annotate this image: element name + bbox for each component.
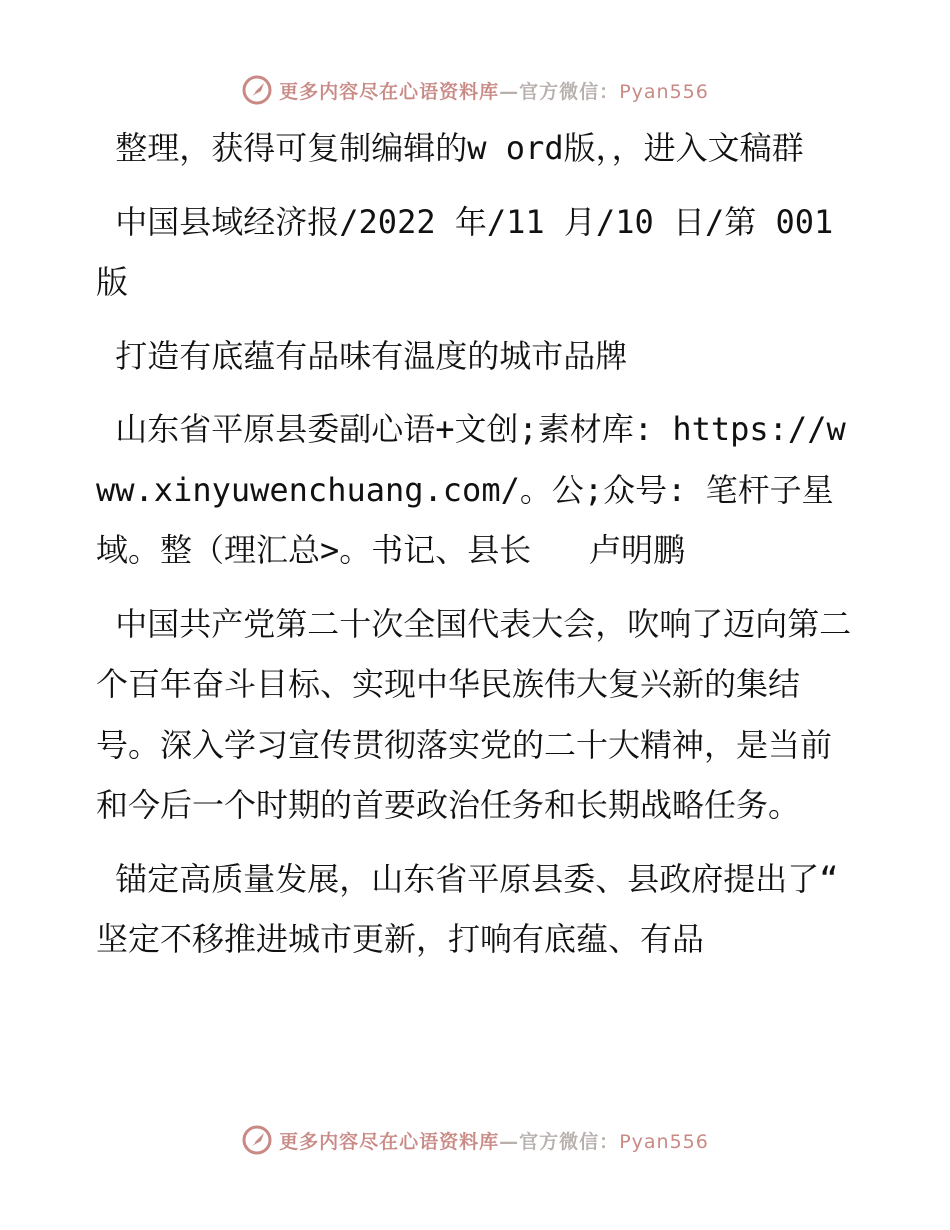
footer-banner-text: 更多内容尽在心语资料库—官方微信：Pyan556 [279,1130,709,1153]
quill-circle-icon [241,74,273,106]
header-banner-text: 更多内容尽在心语资料库—官方微信：Pyan556 [279,80,709,103]
paragraph-source: 中国县域经济报/2022 年/11 月/10 日/第 001 版 [96,202,853,301]
paragraph-author: 山东省平原县委副心语+文创;素材库: https://www.xinyuwenchuang.com/。公;众号: 笔杆子星域。整（理汇总>。书记、县长 卢明鹏 [96,410,846,569]
header-banner [0,70,950,110]
paragraph-body-2: 锚定高质量发展，山东省平原县委、县政府提出了“ 坚定不移推进城市更新，打响有底蕴、有品 [96,859,858,958]
document-body [96,118,856,970]
footer-banner [0,1120,950,1160]
paragraph-body-1: 中国共产党第二十次全国代表大会，吹响了迈向第二个百年奋斗目标、实现中华民族伟大复兴新的集结号。深入学习宣传贯彻落实党的二十大精神，是当前和今后一个时期的首要政治任务和长期战略任务。 [96,604,852,824]
article-title: 打造有底蕴有品味有温度的城市品牌 [96,336,628,375]
quill-circle-icon [241,1124,273,1156]
paragraph-note: 整理，获得可复制编辑的w ord版，，进入文稿群 [96,129,804,167]
